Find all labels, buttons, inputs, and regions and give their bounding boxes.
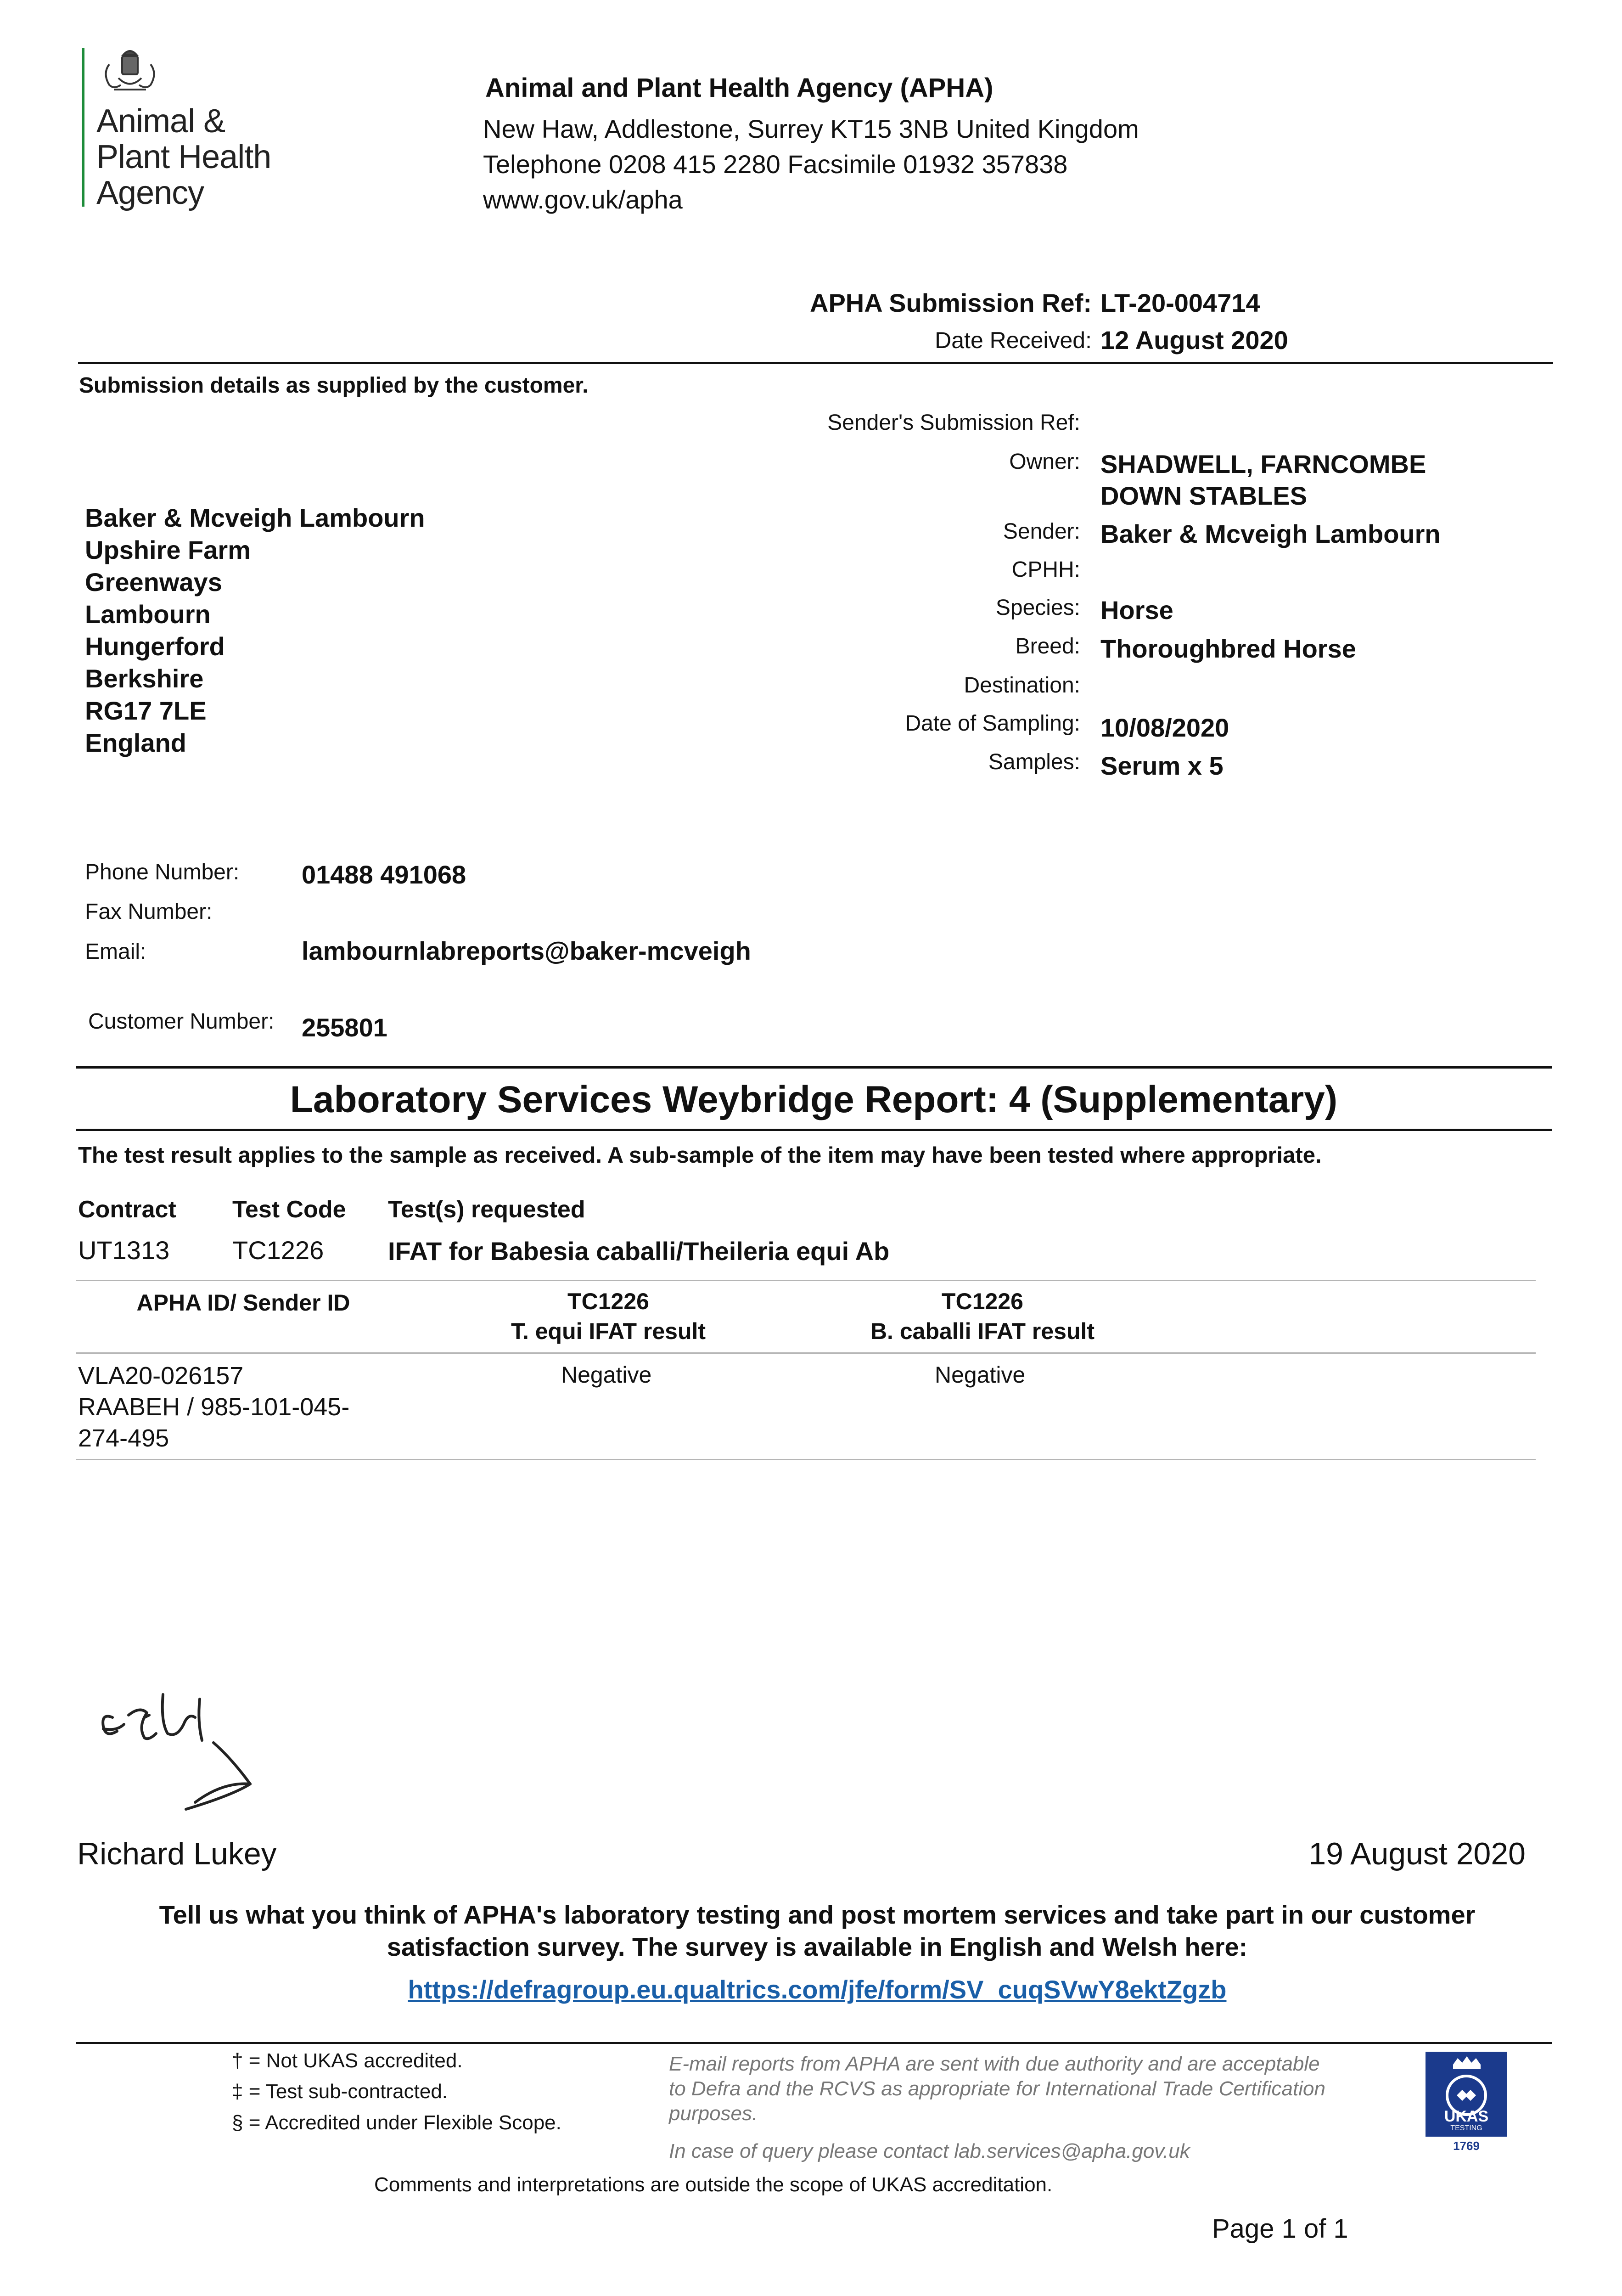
customer-address-block <box>85 502 425 759</box>
ukas-wordmark: UKAS <box>1444 2108 1489 2125</box>
logo-accent-bar <box>82 48 84 207</box>
agency-website[interactable]: www.gov.uk/apha <box>483 185 683 214</box>
test-code-value: TC1226 <box>232 1236 324 1265</box>
contract-header: Contract <box>78 1196 176 1223</box>
address-line: Berkshire <box>85 664 204 693</box>
species-value: Horse <box>1100 596 1173 625</box>
sample-id-line: RAABEH / 985-101-045- <box>78 1393 350 1421</box>
owner-value-line-2: DOWN STABLES <box>1100 481 1308 510</box>
footer-divider <box>76 2042 1552 2044</box>
submission-ref-label: APHA Submission Ref: <box>810 288 1092 317</box>
customer-number-value: 255801 <box>302 1013 387 1042</box>
handwritten-signature <box>94 1690 314 1823</box>
date-received-label: Date Received: <box>935 327 1092 353</box>
sampling-date-label: Date of Sampling: <box>905 711 1080 736</box>
owner-value-line-1: SHADWELL, FARNCOMBE <box>1100 450 1426 478</box>
report-title-top-rule <box>76 1066 1552 1069</box>
tests-requested-header: Test(s) requested <box>388 1196 585 1223</box>
address-line: England <box>85 728 186 757</box>
agency-phone: Telephone 0208 415 2280 Facsimile 01932 357838 <box>483 150 1068 179</box>
logo-text-line-1: Animal & <box>96 103 225 140</box>
report-title-bottom-rule <box>76 1129 1552 1131</box>
submission-details-note: Submission details as supplied by the customer. <box>79 373 589 398</box>
fax-label: Fax Number: <box>85 900 213 924</box>
breed-label: Breed: <box>1015 634 1080 658</box>
email-label: Email: <box>85 940 146 964</box>
ukas-subtitle: TESTING <box>1450 2124 1482 2132</box>
signatory-name: Richard Lukey <box>77 1836 277 1871</box>
sender-label: Sender: <box>1003 519 1080 544</box>
report-title: Laboratory Services Weybridge Report: 4 (Supplementary) <box>290 1079 1338 1120</box>
logo-text-line-3: Agency <box>96 174 204 211</box>
agency-title: Animal and Plant Health Agency (APHA) <box>485 73 993 103</box>
submission-ref-value: LT-20-004714 <box>1100 288 1260 317</box>
logo-text-line-2: Plant Health <box>96 139 271 175</box>
report-disclaimer: The test result applies to the sample as received. A sub-sample of the item may have been tested where appropriate. <box>78 1143 1322 1168</box>
query-contact-note: In case of query please contact lab.services@apha.gov.uk <box>669 2140 1190 2162</box>
table-header-rule <box>76 1352 1536 1354</box>
address-line: Baker & Mcveigh Lambourn <box>85 503 425 532</box>
breed-value: Thoroughbred Horse <box>1100 634 1356 663</box>
samples-label: Samples: <box>988 750 1080 774</box>
ukas-number: 1769 <box>1453 2139 1480 2153</box>
signoff-date: 19 August 2020 <box>1308 1836 1526 1871</box>
phone-value: 01488 491068 <box>302 860 466 889</box>
survey-link[interactable]: https://defragroup.eu.qualtrics.com/jfe/form/SV_cuqSVwY8ektZgzb <box>408 1975 1227 2004</box>
header-divider <box>78 362 1553 364</box>
sampling-date-value: 10/08/2020 <box>1100 713 1229 742</box>
royal-coat-of-arms-icon <box>95 46 164 96</box>
test-requested-value: IFAT for Babesia caballi/Theileria equi Ab <box>388 1237 890 1266</box>
email-authority-note: E-mail reports from APHA are sent with due authority and are acceptable to Defra and the RCVS as appropriate for International Trade Certification purposes. <box>669 2053 1325 2125</box>
contract-value: UT1313 <box>78 1236 170 1265</box>
ukas-logo <box>1426 2052 1507 2155</box>
senders-ref-label: Sender's Submission Ref: <box>827 411 1080 435</box>
table-top-rule <box>76 1280 1536 1281</box>
customer-number-label: Customer Number: <box>88 1009 275 1034</box>
address-line: RG17 7LE <box>85 696 207 725</box>
address-line: Hungerford <box>85 632 225 661</box>
owner-label: Owner: <box>1009 450 1080 474</box>
legend-flexible-scope: § = Accredited under Flexible Scope. <box>232 2111 561 2134</box>
column-header-b-caballi: B. caballi IFAT result <box>870 1318 1095 1344</box>
sample-id-cell <box>78 1360 349 1454</box>
column-header-id: APHA ID/ Sender ID <box>136 1290 350 1316</box>
cphh-label: CPHH: <box>1011 557 1080 582</box>
destination-label: Destination: <box>964 673 1080 698</box>
legend-not-accredited: † = Not UKAS accredited. <box>232 2049 463 2072</box>
t-equi-result: Negative <box>561 1362 652 1388</box>
column-header-b-caballi-code: TC1226 <box>942 1289 1023 1314</box>
survey-text: Tell us what you think of APHA's laboratory testing and post mortem services and take part in our customer satisfaction survey. The survey is available in English and Welsh here: <box>159 1900 1476 1961</box>
samples-value: Serum x 5 <box>1100 751 1224 780</box>
phone-label: Phone Number: <box>85 860 240 884</box>
address-line: Greenways <box>85 568 222 597</box>
sample-id-line: 274-495 <box>78 1424 169 1452</box>
comments-note: Comments and interpretations are outside the scope of UKAS accreditation. <box>374 2173 1053 2196</box>
address-line: Lambourn <box>85 600 211 629</box>
test-code-header: Test Code <box>232 1196 346 1223</box>
address-line: Upshire Farm <box>85 535 251 564</box>
b-caballi-result: Negative <box>935 1362 1026 1388</box>
sample-id-line: VLA20-026157 <box>78 1362 244 1390</box>
column-header-t-equi: T. equi IFAT result <box>511 1318 706 1344</box>
date-received-value: 12 August 2020 <box>1100 326 1288 355</box>
sender-value: Baker & Mcveigh Lambourn <box>1100 519 1441 548</box>
column-header-t-equi-code: TC1226 <box>567 1289 649 1314</box>
table-bottom-rule <box>76 1459 1536 1460</box>
legend-sub-contracted: ‡ = Test sub-contracted. <box>232 2080 448 2103</box>
email-value[interactable]: lambournlabreports@baker-mcveigh <box>302 936 751 965</box>
page-number: Page 1 of 1 <box>1212 2214 1348 2244</box>
species-label: Species: <box>995 596 1080 620</box>
agency-address: New Haw, Addlestone, Surrey KT15 3NB United Kingdom <box>483 114 1139 143</box>
